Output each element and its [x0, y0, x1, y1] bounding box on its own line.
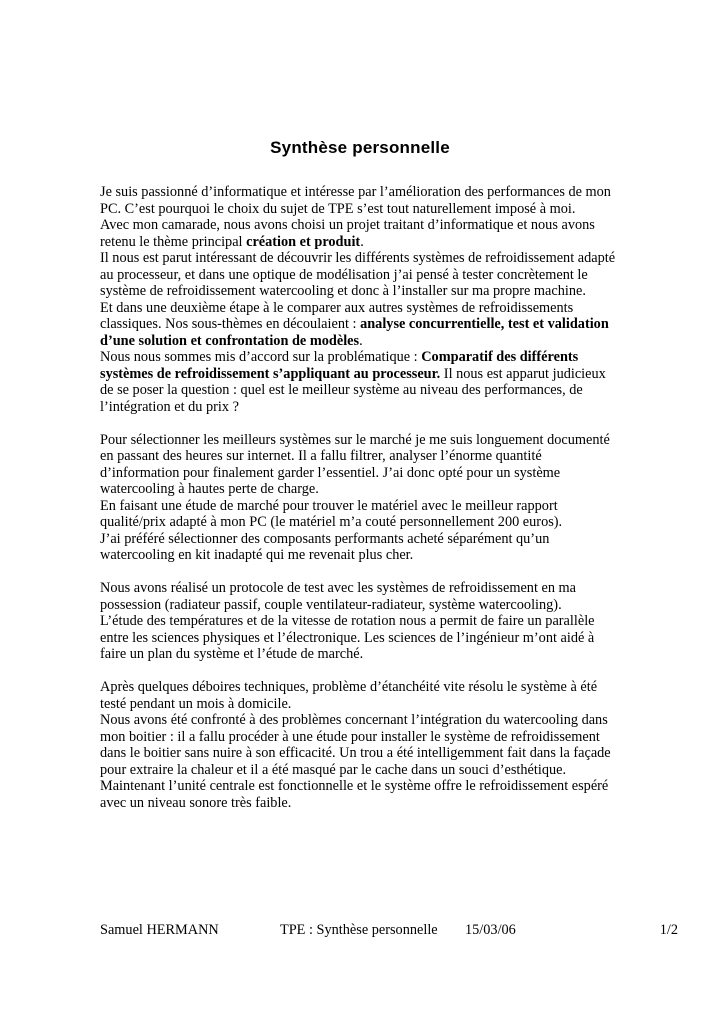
paragraph	[100, 580, 620, 613]
text-segment: En faisant une étude de marché pour trouver le matériel avec le meilleur rapport qualité/prix adapté à mon PC (le matériel m’a couté personnellement 200 euros).	[100, 497, 563, 530]
text-segment: L’étude des températures et de la vitesse de rotation nous a permit de faire un parallèle entre les sciences physiques et l’électronique. Les sciences de l’ingénieur m’ont aidé à faire un plan du système et l’étude de marché.	[100, 613, 595, 662]
bold-text-segment: analyse concurrentielle, test et validation d’une solution et confrontation de modèles	[100, 316, 609, 349]
paragraph	[100, 300, 620, 350]
document-content	[100, 138, 620, 811]
text-segment: .	[360, 233, 364, 250]
document-body	[100, 184, 620, 811]
page-footer	[100, 922, 678, 940]
paragraph-block	[100, 580, 620, 663]
text-segment: Pour sélectionner les meilleurs systèmes sur le marché je me suis longuement documenté en passant des heures sur internet. Il a fallu filtrer, analyser l’énorme quantité d’information pour finalement garder l’essentiel. J’ai donc opté pour un système watercooling à hautes perte de charge.	[100, 431, 610, 497]
paragraph	[100, 349, 620, 415]
paragraph	[100, 432, 620, 498]
text-segment: Et dans une deuxième étape à le comparer aux autres systèmes de refroidissements classiques. Nos sous-thèmes en découlaient :	[100, 299, 574, 332]
paragraph	[100, 712, 620, 778]
paragraph-block	[100, 432, 620, 564]
paragraph	[100, 613, 620, 663]
paragraph	[100, 184, 620, 217]
text-segment: Je suis passionné d’informatique et intéresse par l’amélioration des performances de mon PC. C’est pourquoi le choix du sujet de TPE s’est tout naturellement imposé à moi.	[100, 184, 611, 217]
text-segment: Il nous est parut intéressant de découvrir les différents systèmes de refroidissement adapté au processeur, et dans une optique de modélisation j’ai pensé à tester concrètement le système de refroidissement watercooling et donc à l’installer sur ma propre machine.	[100, 250, 616, 299]
text-segment: Avec mon camarade, nous avons choisi un projet traitant d’informatique et nous avons retenu le thème principal	[100, 217, 595, 250]
footer-doc-title: TPE : Synthèse personnelle	[280, 922, 438, 938]
paragraph	[100, 217, 620, 250]
paragraph	[100, 531, 620, 564]
paragraph	[100, 679, 620, 712]
bold-text-segment: Comparatif des différents systèmes de refroidissement s’appliquant au processeur.	[100, 349, 579, 382]
text-segment: Après quelques déboires techniques, problème d’étanchéité vite résolu le système à été testé pendant un mois à domicile.	[100, 679, 598, 712]
document-title: Synthèse personnelle	[270, 138, 450, 157]
text-segment: Maintenant l’unité centrale est fonctionnelle et le système offre le refroidissement espéré avec un niveau sonore très faible.	[100, 778, 609, 811]
text-segment: Il nous est apparut judicieux de se poser la question : quel est le meilleur système au niveau des performances, de l’intégration et du prix ?	[100, 365, 606, 415]
text-segment: Nous avons réalisé un protocole de test avec les systèmes de refroidissement en ma possession (radiateur passif, couple ventilateur-radiateur, système watercooling).	[100, 580, 577, 613]
paragraph	[100, 778, 620, 811]
paragraph	[100, 498, 620, 531]
paragraph	[100, 250, 620, 300]
footer-author: Samuel HERMANN	[100, 922, 219, 938]
text-segment: .	[359, 332, 363, 349]
bold-text-segment: création et produit	[246, 233, 361, 250]
text-segment: Nous avons été confronté à des problèmes concernant l’intégration du watercooling dans mon boitier : il a fallu procéder à une étude pour installer le système de refroidissement dans le boitier sans nuire à son efficacité. Un trou a été intelligemment fait dans la façade pour extraire la chaleur et il a été masqué par le cache dans un souci d’esthétique.	[100, 712, 611, 778]
footer-date: 15/03/06	[465, 922, 516, 938]
text-segment: J’ai préféré sélectionner des composants performants acheté séparément qu’un watercooling en kit inadapté qui me revenait plus cher.	[100, 530, 550, 563]
footer-page-number: 1/2	[659, 922, 678, 938]
text-segment: Nous nous sommes mis d’accord sur la problématique :	[100, 349, 422, 365]
paragraph-block	[100, 184, 620, 415]
paragraph-block	[100, 679, 620, 811]
